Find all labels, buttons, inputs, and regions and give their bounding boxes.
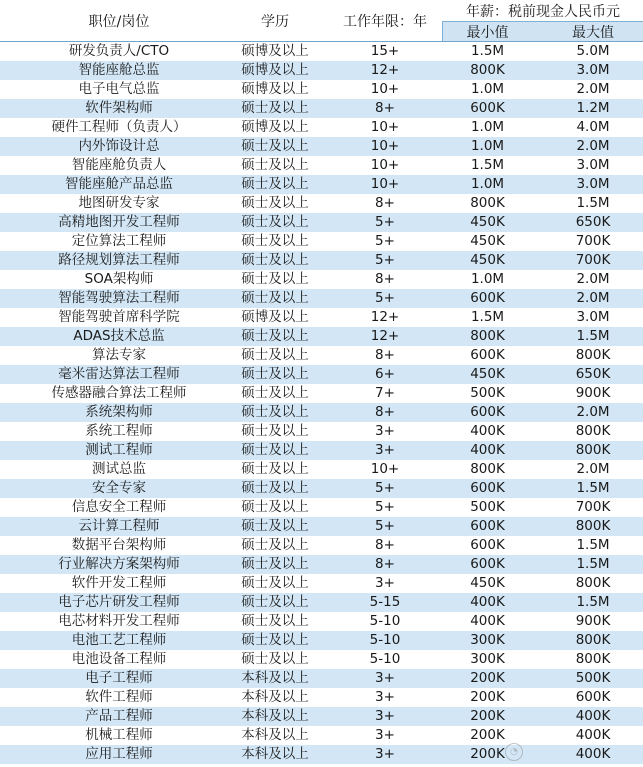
cell-max: 1.5M [576,480,610,496]
cell-min: 600K [470,347,505,363]
cell-min: 1.0M [470,81,505,97]
table-row [0,365,643,384]
cell-title: 硬件工程师（负责人） [51,119,187,135]
table-row [0,118,643,137]
table-row [0,517,643,536]
cell-education: 硕士及以上 [241,252,309,268]
cell-min: 300K [470,632,505,648]
cell-max: 1.5M [576,556,610,572]
cell-years: 3+ [375,689,395,705]
cell-title: 内外饰设计总 [78,138,160,154]
cell-title: 智能座舱产品总监 [65,176,173,192]
cell-max: 3.0M [576,62,610,78]
cell-max: 1.5M [576,594,610,610]
cell-years: 5+ [375,499,395,515]
cell-title: 毫米雷达算法工程师 [58,366,180,382]
cell-education: 硕士及以上 [241,195,309,211]
cell-years: 3+ [375,708,395,724]
cell-min: 1.5M [470,309,505,325]
header-min: 最小值 [466,24,509,41]
cell-years: 8+ [375,347,395,363]
cell-max: 800K [575,347,611,363]
cell-title: SOA架构师 [84,271,154,287]
cell-min: 1.5M [470,157,505,173]
cell-max: 2.0M [576,461,610,477]
cell-max: 800K [575,423,611,439]
cell-min: 600K [470,290,505,306]
table-row [0,99,643,118]
cell-min: 800K [470,461,505,477]
cell-education: 硕士及以上 [241,157,309,173]
cell-max: 800K [575,651,611,667]
table-row [0,498,643,517]
cell-years: 10+ [370,119,400,135]
cell-max: 2.0M [576,138,610,154]
cell-max: 500K [575,670,611,686]
table-row [0,650,643,669]
cell-min: 1.0M [470,119,505,135]
cell-title: 系统架构师 [85,404,153,420]
cell-education: 硕士及以上 [241,480,309,496]
cell-min: 300K [470,651,505,667]
cell-years: 10+ [370,461,400,477]
wechat-logo-icon: ◔ [505,743,523,761]
cell-years: 5-15 [369,594,401,610]
table-row [0,707,643,726]
cell-title: ADAS技术总监 [73,328,165,344]
table-row [0,80,643,99]
cell-min: 600K [470,537,505,553]
cell-title: 测试总监 [92,461,146,477]
cell-min: 400K [470,442,505,458]
cell-education: 硕士及以上 [241,404,309,420]
cell-max: 800K [575,518,611,534]
table-row [0,251,643,270]
cell-education: 硕士及以上 [241,537,309,553]
cell-title: 系统工程师 [85,423,153,439]
cell-education: 硕士及以上 [241,271,309,287]
cell-title: 测试工程师 [85,442,153,458]
cell-education: 硕士及以上 [241,632,309,648]
cell-title: 电子电气总监 [78,81,160,97]
cell-min: 600K [470,518,505,534]
table-row [0,612,643,631]
cell-title: 电芯材料开发工程师 [58,613,180,629]
table-row [0,194,643,213]
cell-education: 本科及以上 [241,746,309,762]
cell-min: 1.5M [470,43,505,59]
cell-years: 5+ [375,233,395,249]
cell-title: 定位算法工程师 [71,233,167,249]
cell-title: 传感器融合算法工程师 [51,385,187,401]
cell-title: 应用工程师 [85,746,153,762]
cell-years: 6+ [375,366,395,382]
cell-min: 400K [470,594,505,610]
cell-title: 软件开发工程师 [71,575,167,591]
cell-max: 1.5M [576,537,610,553]
cell-max: 2.0M [576,404,610,420]
cell-years: 3+ [375,746,395,762]
cell-years: 7+ [375,385,395,401]
header-education: 学历 [261,13,289,30]
table-row [0,232,643,251]
cell-min: 200K [470,670,505,686]
header-title: 职位/岗位 [88,13,150,30]
cell-education: 硕博及以上 [241,81,309,97]
cell-title: 智能驾驶首席科学院 [58,309,180,325]
cell-years: 5-10 [369,613,401,629]
cell-min: 200K [470,708,505,724]
cell-min: 450K [470,366,505,382]
table-row [0,536,643,555]
cell-max: 900K [575,613,611,629]
cell-min: 200K [470,727,505,743]
table-row [0,688,643,707]
table-row [0,441,643,460]
cell-max: 400K [575,708,611,724]
cell-years: 3+ [375,670,395,686]
cell-min: 1.0M [470,138,505,154]
cell-education: 硕士及以上 [241,176,309,192]
cell-min: 200K [470,746,505,762]
cell-min: 450K [470,214,505,230]
cell-education: 硕士及以上 [241,613,309,629]
cell-title: 数据平台架构师 [71,537,167,553]
cell-min: 1.0M [470,176,505,192]
cell-years: 3+ [375,727,395,743]
cell-title: 智能座舱负责人 [71,157,167,173]
cell-min: 400K [470,613,505,629]
table-row [0,61,643,80]
table-row [0,745,643,764]
cell-max: 1.5M [576,328,610,344]
cell-education: 硕士及以上 [241,385,309,401]
cell-title: 软件架构师 [85,100,153,116]
cell-title: 路径规划算法工程师 [58,252,180,268]
cell-min: 450K [470,233,505,249]
cell-title: 信息安全工程师 [71,499,167,515]
cell-education: 硕士及以上 [241,461,309,477]
table-row [0,574,643,593]
table-row [0,42,643,61]
cell-min: 600K [470,556,505,572]
cell-max: 1.2M [576,100,610,116]
cell-min: 600K [470,480,505,496]
cell-title: 软件工程师 [85,689,153,705]
cell-education: 硕士及以上 [241,366,309,382]
table-row [0,593,643,612]
cell-education: 硕博及以上 [241,309,309,325]
cell-years: 5-10 [369,632,401,648]
cell-years: 5-10 [369,651,401,667]
cell-education: 硕士及以上 [241,214,309,230]
cell-title: 高精地图开发工程师 [58,214,180,230]
cell-min: 500K [470,499,505,515]
cell-max: 400K [575,746,611,762]
cell-years: 5+ [375,214,395,230]
cell-years: 5+ [375,480,395,496]
cell-years: 8+ [375,100,395,116]
cell-max: 3.0M [576,309,610,325]
table-body [0,42,643,764]
table-row [0,137,643,156]
cell-min: 450K [470,252,505,268]
cell-education: 硕士及以上 [241,100,309,116]
cell-min: 200K [470,689,505,705]
cell-title: 机械工程师 [85,727,153,743]
table-row [0,460,643,479]
cell-education: 硕博及以上 [241,43,309,59]
cell-title: 研发负责人/CTO [68,43,170,59]
cell-education: 硕士及以上 [241,347,309,363]
cell-years: 12+ [370,309,400,325]
cell-education: 硕博及以上 [241,62,309,78]
cell-education: 硕士及以上 [241,290,309,306]
cell-education: 硕士及以上 [241,233,309,249]
cell-max: 650K [575,214,611,230]
cell-education: 本科及以上 [241,689,309,705]
cell-education: 硕士及以上 [241,594,309,610]
cell-years: 8+ [375,271,395,287]
cell-min: 400K [470,423,505,439]
table-row [0,270,643,289]
cell-title: 智能驾驶算法工程师 [58,290,180,306]
cell-title: 产品工程师 [85,708,153,724]
cell-education: 硕士及以上 [241,442,309,458]
cell-max: 700K [575,233,611,249]
table-row [0,479,643,498]
cell-min: 1.0M [470,271,505,287]
table-row [0,289,643,308]
cell-years: 12+ [370,62,400,78]
header-salary-group: 年薪：税前现金人民币元 [466,3,620,20]
table-row [0,726,643,745]
cell-education: 硕士及以上 [241,518,309,534]
cell-years: 12+ [370,328,400,344]
cell-years: 10+ [370,138,400,154]
cell-education: 硕士及以上 [241,423,309,439]
cell-education: 硕士及以上 [241,138,309,154]
cell-title: 算法专家 [92,347,146,363]
table-row [0,631,643,650]
cell-max: 900K [575,385,611,401]
cell-education: 本科及以上 [241,727,309,743]
cell-max: 2.0M [576,290,610,306]
cell-years: 3+ [375,442,395,458]
cell-education: 硕士及以上 [241,575,309,591]
cell-title: 行业解决方案架构师 [58,556,180,572]
table-row [0,555,643,574]
cell-years: 3+ [375,575,395,591]
cell-max: 700K [575,252,611,268]
table-row [0,175,643,194]
cell-years: 5+ [375,518,395,534]
cell-years: 3+ [375,423,395,439]
cell-years: 10+ [370,81,400,97]
cell-years: 10+ [370,176,400,192]
cell-education: 硕博及以上 [241,119,309,135]
cell-min: 800K [470,195,505,211]
table-row [0,422,643,441]
cell-years: 8+ [375,404,395,420]
cell-title: 云计算工程师 [78,518,160,534]
cell-education: 本科及以上 [241,708,309,724]
cell-years: 10+ [370,157,400,173]
cell-max: 4.0M [576,119,610,135]
table-row [0,669,643,688]
table-row [0,403,643,422]
cell-max: 800K [575,632,611,648]
cell-min: 800K [470,328,505,344]
cell-max: 400K [575,727,611,743]
cell-max: 1.5M [576,195,610,211]
cell-max: 800K [575,442,611,458]
cell-max: 800K [575,575,611,591]
cell-title: 安全专家 [92,480,146,496]
cell-education: 硕士及以上 [241,556,309,572]
cell-education: 硕士及以上 [241,499,309,515]
cell-max: 600K [575,689,611,705]
cell-max: 650K [575,366,611,382]
table-row [0,384,643,403]
cell-title: 电池工艺工程师 [71,632,167,648]
cell-title: 电子芯片研发工程师 [58,594,180,610]
table-row [0,213,643,232]
cell-years: 8+ [375,195,395,211]
cell-title: 地图研发专家 [78,195,160,211]
cell-education: 硕士及以上 [241,328,309,344]
cell-max: 3.0M [576,157,610,173]
table-row [0,327,643,346]
header-max: 最大值 [572,24,614,41]
cell-title: 电子工程师 [85,670,153,686]
cell-title: 智能座舱总监 [78,62,160,78]
cell-max: 3.0M [576,176,610,192]
cell-min: 450K [470,575,505,591]
table-row [0,308,643,327]
cell-min: 600K [470,404,505,420]
cell-education: 本科及以上 [241,670,309,686]
cell-years: 8+ [375,556,395,572]
cell-max: 2.0M [576,81,610,97]
cell-min: 800K [470,62,505,78]
cell-years: 5+ [375,290,395,306]
cell-max: 5.0M [576,43,610,59]
cell-max: 700K [575,499,611,515]
table-header [0,0,643,41]
header-years: 工作年限：年 [343,13,427,30]
cell-education: 硕士及以上 [241,651,309,667]
table-row [0,346,643,365]
cell-min: 500K [470,385,505,401]
table-row [0,156,643,175]
cell-title: 电池设备工程师 [71,651,167,667]
cell-max: 2.0M [576,271,610,287]
cell-years: 5+ [375,252,395,268]
cell-years: 8+ [375,537,395,553]
cell-min: 600K [470,100,505,116]
cell-years: 15+ [370,43,400,59]
